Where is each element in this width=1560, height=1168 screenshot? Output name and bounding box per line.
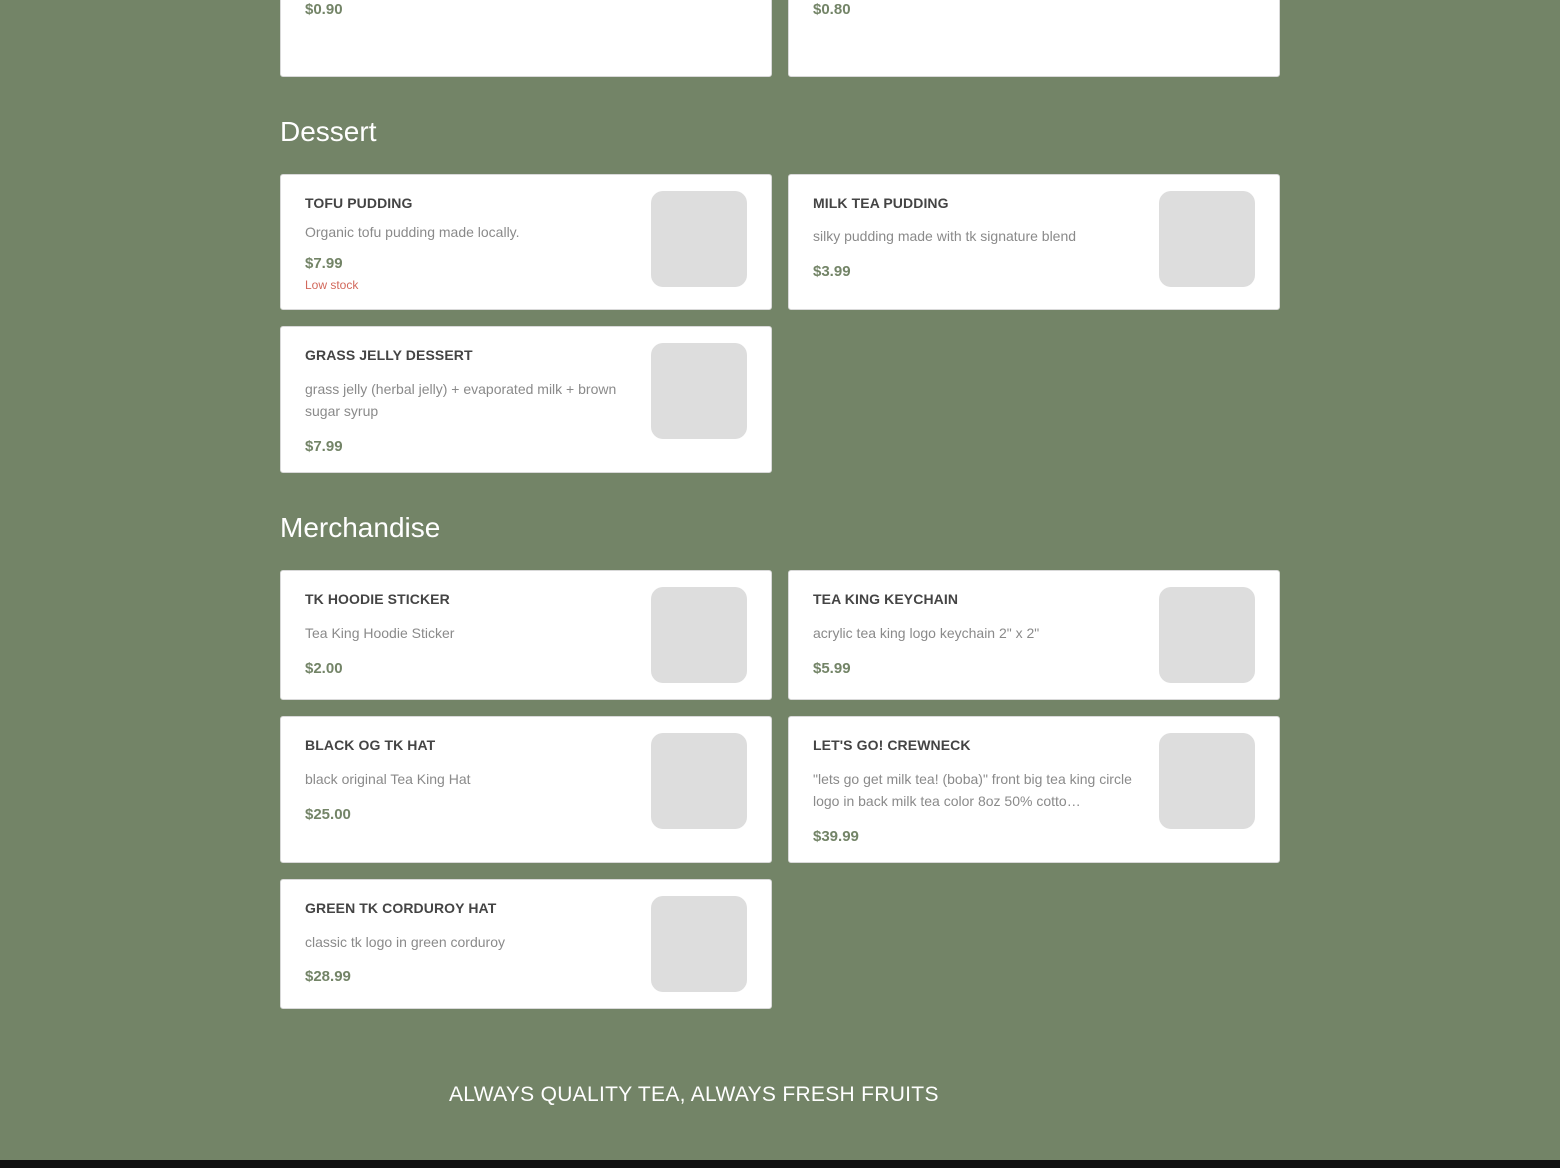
item-image	[651, 343, 747, 439]
item-name: GRASS JELLY DESSERT	[305, 347, 473, 363]
menu-item-tea-king-keychain[interactable]	[788, 570, 1280, 700]
item-price: $0.90	[305, 1, 343, 18]
menu-item-tk-hoodie-sticker[interactable]	[280, 570, 772, 700]
item-description: acrylic tea king logo keychain 2" x 2"	[813, 625, 1040, 641]
item-price: $0.80	[813, 1, 851, 18]
item-description: classic tk logo in green corduroy	[305, 934, 505, 950]
item-price: $2.00	[305, 660, 343, 677]
item-price: $7.99	[305, 255, 343, 272]
menu-item-card[interactable]	[280, 0, 772, 77]
item-name: GREEN TK CORDUROY HAT	[305, 900, 497, 916]
item-image	[651, 191, 747, 287]
item-price: $25.00	[305, 806, 351, 823]
item-price: $28.99	[305, 968, 351, 985]
item-name: LET'S GO! CREWNECK	[813, 737, 971, 753]
menu-item-card[interactable]	[788, 0, 1280, 77]
item-price: $39.99	[813, 828, 859, 845]
item-name: BLACK OG TK HAT	[305, 737, 436, 753]
menu-item-green-tk-corduroy-hat[interactable]	[280, 879, 772, 1009]
item-price: $7.99	[305, 438, 343, 455]
item-name: TOFU PUDDING	[305, 195, 413, 211]
item-image	[1159, 191, 1255, 287]
item-description: black original Tea King Hat	[305, 771, 471, 787]
item-description: grass jelly (herbal jelly) + evaporated milk + brown sugar syrup	[305, 381, 617, 419]
item-name: TEA KING KEYCHAIN	[813, 591, 959, 607]
menu-item-milk-tea-pudding[interactable]	[788, 174, 1280, 310]
bottom-bar	[0, 1160, 1560, 1168]
item-image	[651, 733, 747, 829]
item-image	[1159, 587, 1255, 683]
menu-item-tofu-pudding[interactable]	[280, 174, 772, 310]
item-name: TK HOODIE STICKER	[305, 591, 450, 607]
item-image	[651, 896, 747, 992]
menu-item-grass-jelly-dessert[interactable]	[280, 326, 772, 473]
menu-item-black-og-tk-hat[interactable]	[280, 716, 772, 863]
section-title-merchandise: Merchandise	[280, 512, 441, 543]
item-image	[1159, 733, 1255, 829]
item-price: $3.99	[813, 263, 851, 280]
item-description: silky pudding made with tk signature blend	[813, 228, 1077, 244]
footer-tagline: ALWAYS QUALITY TEA, ALWAYS FRESH FRUITS	[449, 1083, 939, 1106]
item-image	[651, 587, 747, 683]
item-description: Tea King Hoodie Sticker	[305, 625, 455, 641]
item-price: $5.99	[813, 660, 851, 677]
item-name: MILK TEA PUDDING	[813, 195, 949, 211]
item-description: Organic tofu pudding made locally.	[305, 224, 520, 240]
low-stock-badge: Low stock	[305, 278, 359, 292]
menu-item-lets-go-crewneck[interactable]	[788, 716, 1280, 863]
item-description: "lets go get milk tea! (boba)" front big tea king circle logo in back milk tea color 8oz 50% cotto…	[813, 771, 1132, 809]
section-title-dessert: Dessert	[280, 116, 377, 147]
